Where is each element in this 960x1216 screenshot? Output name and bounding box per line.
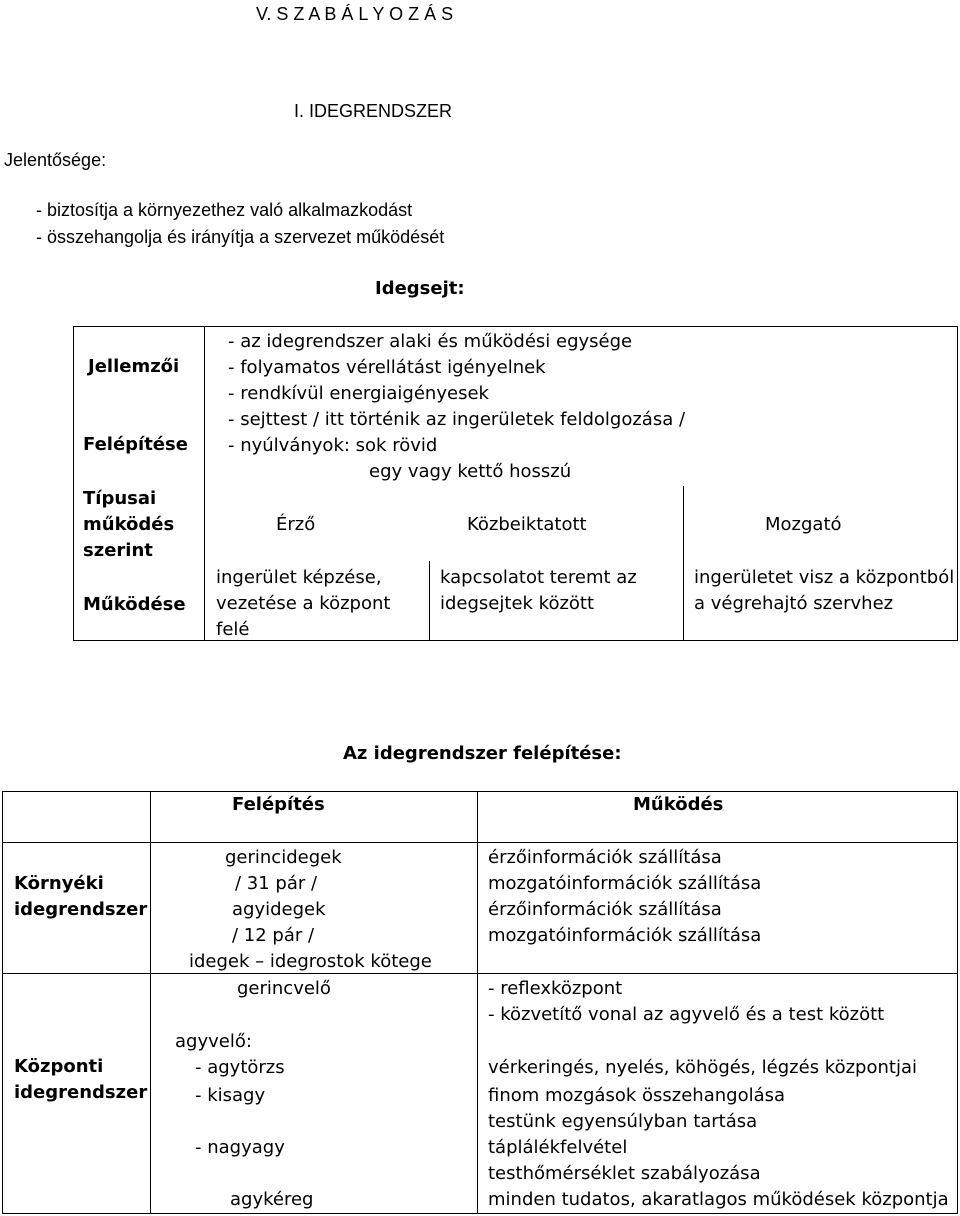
neuron-title: Idegsejt: [375,278,465,299]
peripheral-function: mozgatóinformációk szállítása [488,873,762,894]
row-label-kozponti: idegrendszer [14,1082,148,1103]
felepites-line: - nyúlványok: sok rövid [228,435,438,456]
function-kozbeiktatott: kapcsolatot teremt az [440,567,637,588]
central-part-function: vérkeringés, nyelés, köhögés, légzés központjai [488,1057,917,1078]
row-label-mukodese: Működése [83,594,186,615]
type-mozgato: Mozgató [765,514,842,535]
row-label-kornyeki: Környéki [14,873,104,894]
central-part: - nagyagy [195,1137,285,1158]
central-part-function: finom mozgások összehangolása [488,1085,786,1106]
central-part-function: minden tudatos, akaratlagos működések központja [488,1189,949,1210]
section-title: I. IDEGRENDSZER [294,101,453,121]
central-agyvelo: agyvelő: [175,1031,252,1052]
central-part-function: testhőmérséklet szabályozása [488,1163,761,1184]
felepites-line: - sejttest / itt történik az ingerületek feldolgozása / [228,409,686,430]
chapter-title: V. S Z A B Á L Y O Z Á S [256,4,454,24]
row-label-tipusai: működés [83,514,175,535]
peripheral-function: mozgatóinformációk szállítása [488,925,762,946]
significance-label: Jelentősége: [4,150,107,170]
row-label-tipusai: Típusai [83,488,157,509]
peripheral-build: / 31 pár / [235,873,318,894]
row-label-felepitese: Felépítése [83,434,188,455]
gerincvelo-function: - reflexközpont [488,978,623,999]
structure-title: Az idegrendszer felépítése: [343,743,622,764]
gerincvelo-function: - közvetítő vonal az agyvelő és a test között [488,1004,885,1025]
function-erzo: vezetése a központ [216,593,391,614]
function-kozbeiktatott: idegsejtek között [440,593,595,614]
type-kozbeiktatott: Közbeiktatott [467,514,587,535]
peripheral-build: idegek – idegrostok kötege [189,951,432,972]
peripheral-build: / 12 pár / [232,925,315,946]
peripheral-function: érzőinformációk szállítása [488,899,722,920]
central-gerincvelo: gerincvelő [237,978,331,999]
col-header-mukodes: Működés [633,794,724,815]
felepites-line: egy vagy kettő hosszú [369,461,572,482]
function-mozgato: ingerületet visz a központból [694,567,955,588]
type-erzo: Érző [276,514,316,535]
function-mozgato: a végrehajtó szervhez [694,593,894,614]
central-part-function: táplálékfelvétel [488,1137,628,1158]
central-part-function: testünk egyensúlyban tartása [488,1111,758,1132]
peripheral-function: érzőinformációk szállítása [488,847,722,868]
peripheral-build: agyidegek [232,899,326,920]
function-erzo: felé [216,619,250,640]
row-label-jellemzoi: Jellemzői [88,356,180,377]
jellemzo-line: - folyamatos vérellátást igényelnek [228,357,546,378]
peripheral-build: gerincidegek [225,847,342,868]
col-header-felepites: Felépítés [232,794,325,815]
significance-item: - összehangolja és irányítja a szervezet működését [36,227,445,247]
jellemzo-line: - rendkívül energiaigényesek [228,383,489,404]
central-part: - agytörzs [195,1057,285,1078]
central-part: - kisagy [195,1085,266,1106]
row-label-tipusai: szerint [83,540,153,561]
row-label-kornyeki: idegrendszer [14,899,148,920]
significance-item: - biztosítja a környezethez való alkalmazkodást [36,200,413,220]
central-part: agykéreg [230,1189,314,1210]
row-label-kozponti: Központi [14,1056,104,1077]
jellemzo-line: - az idegrendszer alaki és működési egysége [228,331,633,352]
function-erzo: ingerület képzése, [216,567,382,588]
